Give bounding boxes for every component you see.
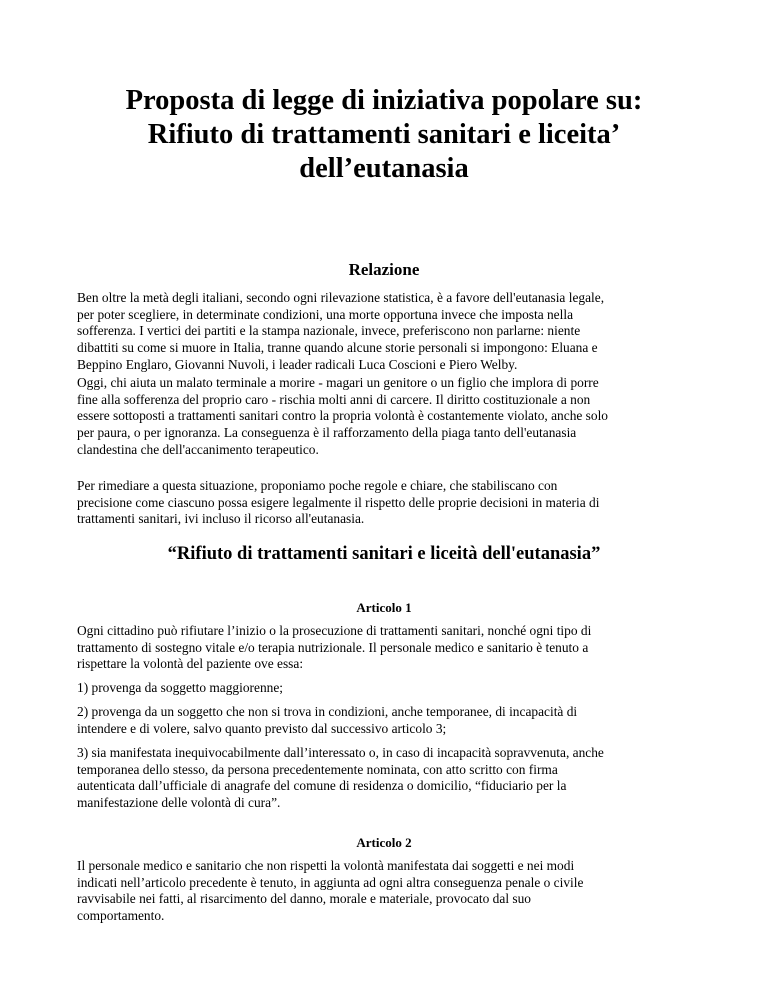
- article-2-heading: Articolo 2: [356, 835, 412, 850]
- text-line: rispettare la volontà del paziente ove essa:: [77, 656, 304, 672]
- text-line: intendere e di volere, salvo quanto previsto dal successivo articolo 3;: [77, 720, 447, 736]
- text-line: dibattiti su come si muore in Italia, tranne quando alcune storie personali si impongono: Eluana e: [77, 340, 598, 356]
- text-line: Beppino Englaro, Giovanni Nuvoli, i leader radicali Luca Coscioni e Piero Welby.: [77, 356, 518, 372]
- title-line: Proposta di legge di iniziativa popolare su:: [125, 85, 643, 116]
- text-line: 2) provenga da un soggetto che non si trova in condizioni, anche temporanee, di incapacità di: [77, 704, 578, 719]
- text-line: fine alla sofferenza del proprio caro - rischia molti anni di carcere. Il diritto costituzionale a non: [77, 391, 591, 407]
- text-line: comportamento.: [77, 908, 165, 924]
- text-line: trattamenti sanitari, ivi incluso il ricorso all'eutanasia.: [77, 511, 365, 527]
- article-1-item-2: [77, 704, 717, 737]
- title-line: Rifiuto di trattamenti sanitari e liceita’: [147, 119, 621, 150]
- title-line: dell’eutanasia: [299, 153, 469, 184]
- article-1-item-3: [77, 745, 717, 812]
- relazione-paragraph-1: [77, 290, 717, 374]
- text-line: manifestazione delle volontà di cura”.: [77, 795, 281, 811]
- relazione-paragraph-3: [77, 478, 717, 528]
- relazione-heading: Relazione: [348, 260, 420, 279]
- text-line: clandestina che dell'accanimento terapeutico.: [77, 441, 319, 457]
- text-line: essere sottoposti a trattamenti sanitari contro la propria volontà è costantemente violato, anche solo: [77, 408, 608, 424]
- text-line: temporanea dello stesso, da persona precedentemente nominata, con atto scritto con firma: [77, 761, 558, 777]
- text-line: autenticata dall’ufficiale di anagrafe del comune di residenza o domicilio, “fiduciario per la: [77, 778, 567, 794]
- text-line: per paura, o per ignoranza. La conseguenza è il rafforzamento della piaga tanto dell'eutanasia: [77, 425, 577, 441]
- text-line: per poter scegliere, in determinate condizioni, una morte opportuna invece che imposta nella: [77, 306, 574, 322]
- text-line: sofferenza. I vertici dei partiti e la stampa nazionale, invece, preferiscono non parlarne: niente: [77, 323, 581, 339]
- text-line: precisione come ciascuno possa esigere legalmente il rispetto delle proprie decisioni in materia di: [77, 494, 600, 510]
- article-2-body: [77, 858, 717, 925]
- article-1-heading: Articolo 1: [356, 600, 412, 615]
- relazione-paragraph-2: [77, 375, 717, 459]
- text-line: Ben oltre la metà degli italiani, secondo ogni rilevazione statistica, è a favore dell'eutanasia legale,: [77, 290, 605, 305]
- text-line: 1) provenga da soggetto maggiorenne;: [77, 680, 284, 695]
- text-line: indicati nell’articolo precedente è tenuto, in aggiunta ad ogni altra conseguenza penale o civile: [77, 874, 584, 890]
- text-line: ravvisabile nei fatti, al risarcimento del danno, morale e materiale, provocato dal suo: [77, 891, 531, 907]
- text-line: Per rimediare a questa situazione, proponiamo poche regole e chiare, che stabiliscano con: [77, 478, 558, 493]
- text-line: Il personale medico e sanitario che non rispetti la volontà manifestata dai soggetti e nei modi: [77, 858, 575, 873]
- text-line: Ogni cittadino può rifiutare l’inizio o la prosecuzione di trattamenti sanitari, nonché ogni tipo di: [77, 623, 592, 638]
- article-1-intro: [77, 623, 717, 673]
- article-1-item-1: [77, 680, 717, 697]
- text-line: trattamento di sostegno vitale e/o terapia nutrizionale. Il personale medico e sanitario è tenuto a: [77, 639, 589, 655]
- document-title: [60, 84, 708, 186]
- text-line: Oggi, chi aiuta un malato terminale a morire - magari un genitore o un figlio che implora di porre: [77, 375, 599, 390]
- law-title-heading: “Rifiuto di trattamenti sanitari e liceità dell'eutanasia”: [167, 544, 601, 564]
- text-line: 3) sia manifestata inequivocabilmente dall’interessato o, in caso di incapacità sopravvenuta, anche: [77, 745, 604, 760]
